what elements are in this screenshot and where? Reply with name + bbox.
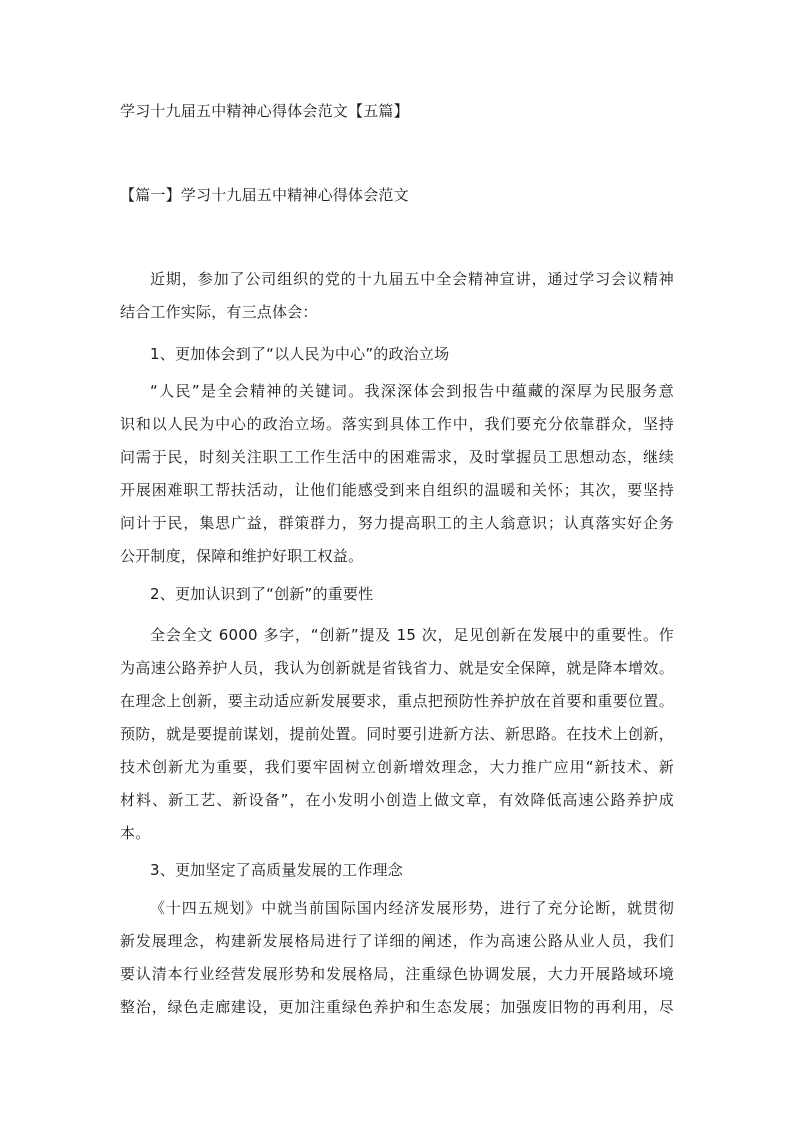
point2-line: 为高速公路养护人员，我认为创新就是省钱省力、就是安全保障，就是降本增效。 xyxy=(120,659,674,677)
point1-heading: 1、更加体会到了“以人民为中心”的政治立场 xyxy=(150,345,450,363)
point3-line: 新发展理念，构建新发展格局进行了详细的阐述，作为高速公路从业人员，我们 xyxy=(120,932,674,950)
point1-line: 公开制度，保障和维护好职工权益。 xyxy=(120,547,364,565)
point3-line: 要认清本行业经营发展形势和发展格局，注重绿色协调发展，大力开展路域环境 xyxy=(120,965,674,983)
point2-line: 技术创新尤为重要，我们要牢固树立创新增效理念，大力推广应用“新技术、新 xyxy=(120,758,674,776)
document-title: 学习十九届五中精神心得体会范文【五篇】 xyxy=(120,102,409,120)
point1-line: 识和以人民为中心的政治立场。落实到具体工作中，我们要充分依靠群众，坚持 xyxy=(120,415,674,433)
point2-line: 全会全文 6000 多字，“创新”提及 15 次，足见创新在发展中的重要性。作 xyxy=(150,626,674,644)
section-heading: 【篇一】学习十九届五中精神心得体会范文 xyxy=(120,186,409,204)
point3-heading: 3、更加坚定了高质量发展的工作理念 xyxy=(150,861,403,879)
point1-line: 问计于民，集思广益，群策群力，努力提高职工的主人翁意识；认真落实好企务 xyxy=(120,514,674,532)
point1-line: “人民”是全会精神的关键词。我深深体会到报告中蕴藏的深厚为民服务意 xyxy=(150,382,674,400)
intro-line: 近期，参加了公司组织的党的十九届五中全会精神宣讲，通过学习会议精神 xyxy=(150,270,674,288)
point2-line: 在理念上创新，要主动适应新发展要求，重点把预防性养护放在首要和重要位置。 xyxy=(120,692,674,710)
point3-line: 整治，绿色走廊建设，更加注重绿色养护和生态发展；加强废旧物的再利用，尽 xyxy=(120,998,674,1016)
point2-line: 本。 xyxy=(120,824,151,842)
point2-heading: 2、更加认识到了“创新”的重要性 xyxy=(150,585,374,603)
point2-line: 材料、新工艺、新设备”，在小发明小创造上做文章，有效降低高速公路养护成 xyxy=(120,791,674,809)
intro-line: 结合工作实际，有三点体会： xyxy=(120,303,318,321)
point2-line: 预防，就是要提前谋划，提前处置。同时要引进新方法、新思路。在技术上创新， xyxy=(120,725,674,743)
point1-line: 开展困难职工帮扶活动，让他们能感受到来自组织的温暖和关怀；其次，要坚持 xyxy=(120,481,674,499)
point3-line: 《十四五规划》中就当前国际国内经济发展形势，进行了充分论断，就贯彻 xyxy=(150,899,674,917)
point1-line: 问需于民，时刻关注职工工作生活中的困难需求，及时掌握员工思想动态，继续 xyxy=(120,448,674,466)
